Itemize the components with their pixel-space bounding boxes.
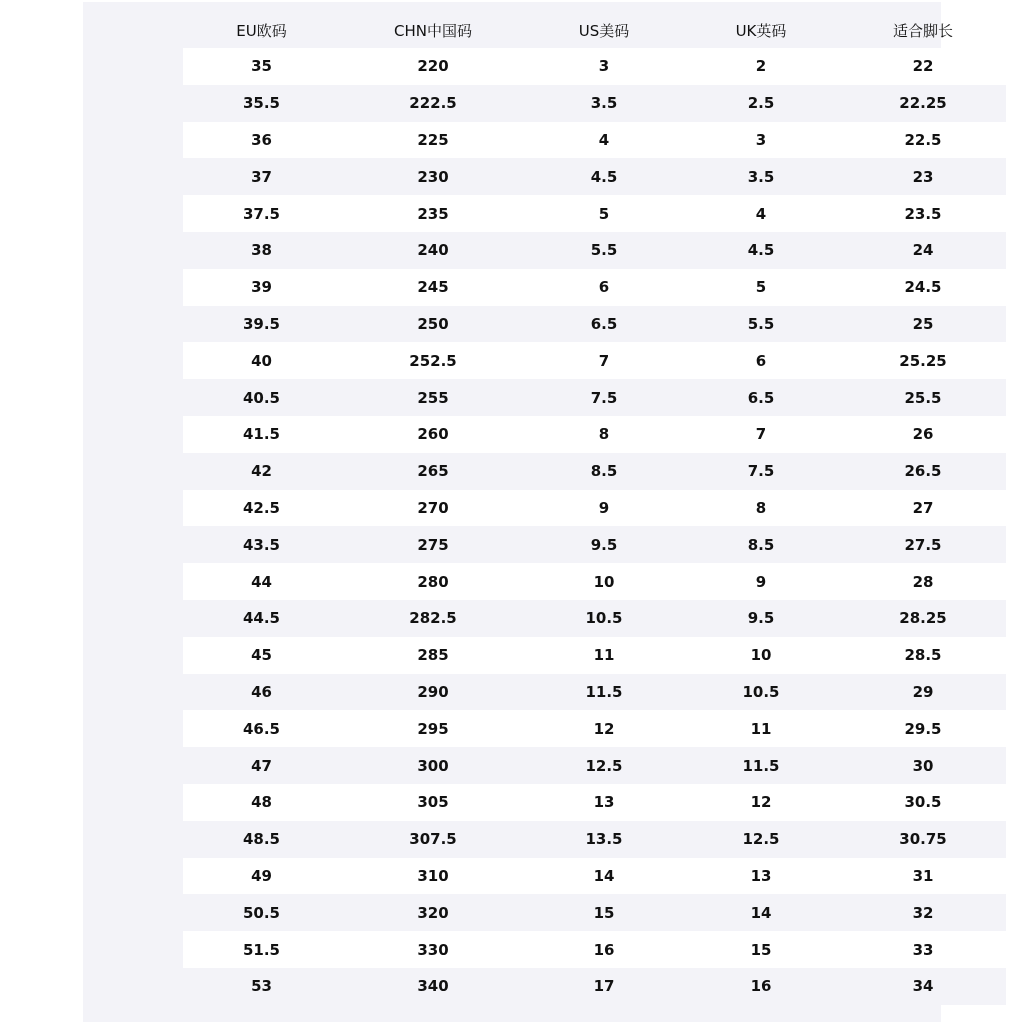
table-row — [183, 858, 1006, 895]
cell-eu-size: 42.5 — [183, 490, 340, 527]
cell-us-size: 10.5 — [526, 600, 682, 637]
cell-us-size: 8.5 — [526, 453, 682, 490]
cell-uk-size: 11.5 — [682, 747, 840, 784]
cell-foot-length: 28.25 — [840, 600, 1006, 637]
cell-chn-size: 305 — [340, 784, 526, 821]
cell-eu-size: 50.5 — [183, 894, 340, 931]
header-row — [183, 12, 1006, 48]
table-row — [183, 195, 1006, 232]
cell-us-size: 8 — [526, 416, 682, 453]
cell-chn-size: 240 — [340, 232, 526, 269]
cell-eu-size: 49 — [183, 858, 340, 895]
table-row — [183, 453, 1006, 490]
cell-eu-size: 37.5 — [183, 195, 340, 232]
cell-chn-size: 225 — [340, 122, 526, 159]
cell-eu-size: 47 — [183, 747, 340, 784]
cell-foot-length: 22.25 — [840, 85, 1006, 122]
cell-eu-size: 41.5 — [183, 416, 340, 453]
cell-eu-size: 37 — [183, 158, 340, 195]
cell-eu-size: 38 — [183, 232, 340, 269]
cell-uk-size: 7 — [682, 416, 840, 453]
cell-uk-size: 12.5 — [682, 821, 840, 858]
cell-eu-size: 53 — [183, 968, 340, 1005]
header-us-size: US美码 — [578, 21, 630, 40]
cell-uk-size: 12 — [682, 784, 840, 821]
cell-uk-size: 15 — [682, 931, 840, 968]
cell-us-size: 4.5 — [526, 158, 682, 195]
table-row — [183, 85, 1006, 122]
cell-chn-size: 230 — [340, 158, 526, 195]
table-row — [183, 48, 1006, 85]
table-row — [183, 379, 1006, 416]
table-row — [183, 894, 1006, 931]
cell-chn-size: 255 — [340, 379, 526, 416]
cell-eu-size: 40 — [183, 342, 340, 379]
table-row — [183, 416, 1006, 453]
cell-eu-size: 44 — [183, 563, 340, 600]
cell-chn-size: 310 — [340, 858, 526, 895]
cell-uk-size: 5 — [682, 269, 840, 306]
table-row — [183, 269, 1006, 306]
cell-foot-length: 25.25 — [840, 342, 1006, 379]
cell-us-size: 15 — [526, 894, 682, 931]
size-chart-header — [183, 12, 1006, 48]
cell-chn-size: 245 — [340, 269, 526, 306]
cell-eu-size: 36 — [183, 122, 340, 159]
size-chart-table — [183, 12, 1006, 1005]
cell-us-size: 13.5 — [526, 821, 682, 858]
table-row — [183, 931, 1006, 968]
table-row — [183, 637, 1006, 674]
cell-us-size: 6 — [526, 269, 682, 306]
table-row — [183, 526, 1006, 563]
cell-eu-size: 51.5 — [183, 931, 340, 968]
cell-uk-size: 3.5 — [682, 158, 840, 195]
table-row — [183, 821, 1006, 858]
size-chart-panel — [83, 2, 953, 1022]
cell-uk-size: 6.5 — [682, 379, 840, 416]
cell-eu-size: 46 — [183, 674, 340, 711]
cell-foot-length: 24.5 — [840, 269, 1006, 306]
cell-foot-length: 24 — [840, 232, 1006, 269]
header-uk-size: UK英码 — [735, 21, 787, 40]
cell-us-size: 10 — [526, 563, 682, 600]
table-row — [183, 563, 1006, 600]
cell-chn-size: 235 — [340, 195, 526, 232]
cell-foot-length: 25.5 — [840, 379, 1006, 416]
cell-uk-size: 2 — [682, 48, 840, 85]
cell-foot-length: 28.5 — [840, 637, 1006, 674]
size-chart-body — [183, 48, 1006, 1005]
cell-chn-size: 280 — [340, 563, 526, 600]
cell-foot-length: 29 — [840, 674, 1006, 711]
cell-us-size: 9 — [526, 490, 682, 527]
cell-chn-size: 250 — [340, 306, 526, 343]
cell-foot-length: 23 — [840, 158, 1006, 195]
cell-us-size: 7 — [526, 342, 682, 379]
cell-foot-length: 29.5 — [840, 710, 1006, 747]
cell-foot-length: 33 — [840, 931, 1006, 968]
cell-foot-length: 27.5 — [840, 526, 1006, 563]
cell-uk-size: 10 — [682, 637, 840, 674]
cell-us-size: 17 — [526, 968, 682, 1005]
cell-chn-size: 260 — [340, 416, 526, 453]
header-foot-length: 适合脚长 — [892, 21, 953, 40]
cell-us-size: 5 — [526, 195, 682, 232]
cell-eu-size: 46.5 — [183, 710, 340, 747]
cell-eu-size: 43.5 — [183, 526, 340, 563]
table-row — [183, 306, 1006, 343]
cell-uk-size: 9.5 — [682, 600, 840, 637]
cell-chn-size: 295 — [340, 710, 526, 747]
cell-chn-size: 307.5 — [340, 821, 526, 858]
cell-uk-size: 9 — [682, 563, 840, 600]
cell-chn-size: 285 — [340, 637, 526, 674]
header-eu-size: EU欧码 — [236, 21, 287, 40]
cell-chn-size: 282.5 — [340, 600, 526, 637]
table-row — [183, 342, 1006, 379]
table-row — [183, 232, 1006, 269]
cell-uk-size: 8.5 — [682, 526, 840, 563]
cell-uk-size: 11 — [682, 710, 840, 747]
table-row — [183, 122, 1006, 159]
cell-foot-length: 26.5 — [840, 453, 1006, 490]
cell-eu-size: 42 — [183, 453, 340, 490]
cell-us-size: 12 — [526, 710, 682, 747]
cell-eu-size: 35 — [183, 48, 340, 85]
cell-uk-size: 14 — [682, 894, 840, 931]
cell-foot-length: 28 — [840, 563, 1006, 600]
cell-us-size: 3.5 — [526, 85, 682, 122]
cell-uk-size: 10.5 — [682, 674, 840, 711]
cell-chn-size: 320 — [340, 894, 526, 931]
cell-uk-size: 13 — [682, 858, 840, 895]
cell-eu-size: 39 — [183, 269, 340, 306]
table-row — [183, 158, 1006, 195]
cell-foot-length: 32 — [840, 894, 1006, 931]
table-row — [183, 784, 1006, 821]
cell-us-size: 7.5 — [526, 379, 682, 416]
cell-us-size: 9.5 — [526, 526, 682, 563]
cell-chn-size: 270 — [340, 490, 526, 527]
cell-foot-length: 27 — [840, 490, 1006, 527]
cell-us-size: 14 — [526, 858, 682, 895]
table-row — [183, 747, 1006, 784]
cell-uk-size: 3 — [682, 122, 840, 159]
cell-eu-size: 48.5 — [183, 821, 340, 858]
cell-us-size: 11.5 — [526, 674, 682, 711]
table-row — [183, 600, 1006, 637]
cell-us-size: 5.5 — [526, 232, 682, 269]
cell-uk-size: 6 — [682, 342, 840, 379]
cell-foot-length: 25 — [840, 306, 1006, 343]
cell-foot-length: 34 — [840, 968, 1006, 1005]
cell-us-size: 11 — [526, 637, 682, 674]
cell-uk-size: 5.5 — [682, 306, 840, 343]
cell-us-size: 12.5 — [526, 747, 682, 784]
cell-us-size: 3 — [526, 48, 682, 85]
table-row — [183, 490, 1006, 527]
cell-foot-length: 31 — [840, 858, 1006, 895]
table-row — [183, 968, 1006, 1005]
cell-eu-size: 40.5 — [183, 379, 340, 416]
cell-foot-length: 26 — [840, 416, 1006, 453]
table-row — [183, 674, 1006, 711]
cell-us-size: 4 — [526, 122, 682, 159]
cell-chn-size: 220 — [340, 48, 526, 85]
cell-chn-size: 290 — [340, 674, 526, 711]
cell-chn-size: 330 — [340, 931, 526, 968]
cell-uk-size: 4.5 — [682, 232, 840, 269]
cell-eu-size: 39.5 — [183, 306, 340, 343]
cell-uk-size: 7.5 — [682, 453, 840, 490]
cell-uk-size: 8 — [682, 490, 840, 527]
cell-foot-length: 30.75 — [840, 821, 1006, 858]
cell-foot-length: 23.5 — [840, 195, 1006, 232]
cell-chn-size: 252.5 — [340, 342, 526, 379]
cell-chn-size: 222.5 — [340, 85, 526, 122]
cell-us-size: 13 — [526, 784, 682, 821]
cell-chn-size: 300 — [340, 747, 526, 784]
cell-eu-size: 48 — [183, 784, 340, 821]
cell-uk-size: 16 — [682, 968, 840, 1005]
cell-foot-length: 22 — [840, 48, 1006, 85]
cell-uk-size: 4 — [682, 195, 840, 232]
cell-eu-size: 35.5 — [183, 85, 340, 122]
cell-foot-length: 30 — [840, 747, 1006, 784]
cell-eu-size: 45 — [183, 637, 340, 674]
cell-uk-size: 2.5 — [682, 85, 840, 122]
table-row — [183, 710, 1006, 747]
cell-us-size: 16 — [526, 931, 682, 968]
cell-chn-size: 275 — [340, 526, 526, 563]
cell-foot-length: 22.5 — [840, 122, 1006, 159]
cell-chn-size: 265 — [340, 453, 526, 490]
cell-foot-length: 30.5 — [840, 784, 1006, 821]
header-chn-size: CHN中国码 — [394, 21, 472, 40]
cell-chn-size: 340 — [340, 968, 526, 1005]
cell-eu-size: 44.5 — [183, 600, 340, 637]
cell-us-size: 6.5 — [526, 306, 682, 343]
